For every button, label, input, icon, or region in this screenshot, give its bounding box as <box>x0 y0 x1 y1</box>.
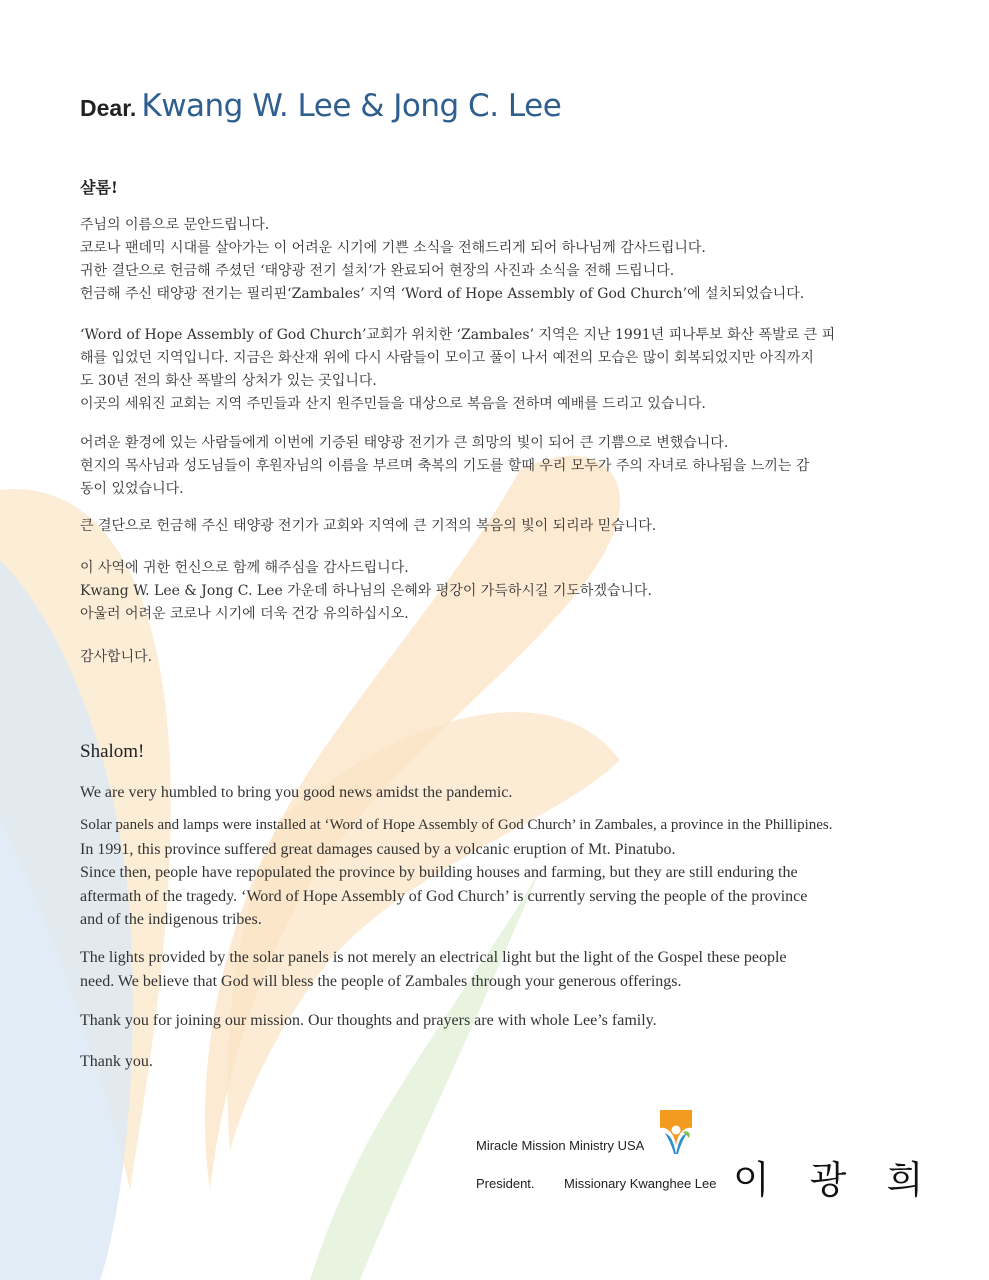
korean-line: 귀한 결단으로 헌금해 주셨던 ‘태양광 전기 설치’가 완료되어 현장의 사진과 소식을 전해 드립니다. <box>80 263 675 279</box>
korean-line: 해를 입었던 지역입니다. 지금은 화산재 위에 다시 사람들이 모이고 풀이 나서 예전의 모습은 많이 회복되었지만 아직까지 <box>80 350 814 366</box>
korean-line: 감사합니다. <box>80 649 153 665</box>
korean-line: 이곳의 세워진 교회는 지역 주민들과 산지 원주민들을 대상으로 복음을 전하며 예배를 드리고 있습니다. <box>80 396 706 412</box>
english-line: Solar panels and lamps were installed at ‘Word of Hope Assembly of God Church’ in Zambales, a province in the Phillipines. <box>80 817 833 833</box>
dear-label: Dear. <box>80 95 137 121</box>
signer-title: President. <box>476 1176 535 1191</box>
korean-line: 어려운 환경에 있는 사람들에게 이번에 기증된 태양광 전기가 큰 희망의 빛이 되어 큰 기쁨으로 변했습니다. <box>80 435 729 451</box>
korean-line: 도 30년 전의 화산 폭발의 상처가 있는 곳입니다. <box>80 373 377 389</box>
english-line: The lights provided by the solar panels is not merely an electrical light but the light of the Gospel these people <box>80 949 787 966</box>
organization-name: Miracle Mission Ministry USA <box>476 1138 645 1153</box>
korean-paragraph-3 <box>80 432 910 501</box>
recipient-names: Kwang W. Lee & Jong C. Lee <box>141 88 562 124</box>
handwritten-signature: 이 광 희 <box>733 1158 938 1202</box>
english-line: Since then, people have repopulated the province by building houses and farming, but they are still enduring the <box>80 864 798 881</box>
korean-line: 동이 있었습니다. <box>80 481 184 497</box>
korean-line: Kwang W. Lee & Jong C. Lee 가운데 하나님의 은혜와 평강이 가득하시길 기도하겠습니다. <box>80 583 652 599</box>
english-paragraph-2 <box>80 814 910 932</box>
english-line: need. We believe that God will bless the people of Zambales through your generous offerings. <box>80 972 682 990</box>
english-line: In 1991, this province suffered great damages caused by a volcanic eruption of Mt. Pinatubo. <box>80 840 676 858</box>
korean-line: 이 사역에 귀한 헌신으로 함께 해주심을 감사드립니다. <box>80 560 409 576</box>
korean-line: 아울러 어려운 코로나 시기에 더욱 건강 유의하십시오. <box>80 606 409 622</box>
english-paragraph-4 <box>80 1009 910 1033</box>
korean-paragraph-2 <box>80 324 910 416</box>
english-paragraph-3 <box>80 946 910 993</box>
korean-line: 큰 결단으로 헌금해 주신 태양광 전기가 교회와 지역에 큰 기적의 복음의 빛이 되리라 믿습니다. <box>80 518 657 534</box>
english-line: Thank you for joining our mission. Our thoughts and prayers are with whole Lee’s family. <box>80 1012 657 1029</box>
korean-paragraph-1 <box>80 214 910 306</box>
korean-paragraph-4 <box>80 515 910 538</box>
korean-line: ‘Word of Hope Assembly of God Church’교회가 위치한 ‘Zambales’ 지역은 지난 1991년 피나투보 화산 폭발로 큰 피 <box>80 327 836 343</box>
korean-paragraph-5 <box>80 557 910 626</box>
signer-name: Missionary Kwanghee Lee <box>564 1176 717 1191</box>
english-paragraph-1 <box>80 781 910 805</box>
english-line: aftermath of the tragedy. ‘Word of Hope Assembly of God Church’ is currently serving the people of the province <box>80 887 808 905</box>
english-line: We are very humbled to bring you good news amidst the pandemic. <box>80 784 513 801</box>
salutation <box>80 88 561 124</box>
korean-greeting: 샬롬! <box>80 178 118 197</box>
english-greeting: Shalom! <box>80 741 145 762</box>
korean-line: 현지의 목사님과 성도님들이 후원자님의 이름을 부르며 축복의 기도를 할때 우리 모두가 주의 자녀로 하나됨을 느끼는 감 <box>80 458 810 474</box>
korean-line: 헌금해 주신 태양광 전기는 필리핀‘Zambales’ 지역 ‘Word of Hope Assembly of God Church’에 설치되었습니다. <box>80 286 805 302</box>
english-line: Thank you. <box>80 1053 153 1070</box>
english-line: and of the indigenous tribes. <box>80 911 262 928</box>
person-sun-logo-icon <box>657 1108 697 1156</box>
korean-line: 주님의 이름으로 문안드립니다. <box>80 217 270 233</box>
korean-closing <box>80 646 910 669</box>
korean-line: 코로나 팬데믹 시대를 살아가는 이 어려운 시기에 기쁜 소식을 전해드리게 되어 하나님께 감사드립니다. <box>80 240 706 256</box>
english-closing <box>80 1050 910 1074</box>
